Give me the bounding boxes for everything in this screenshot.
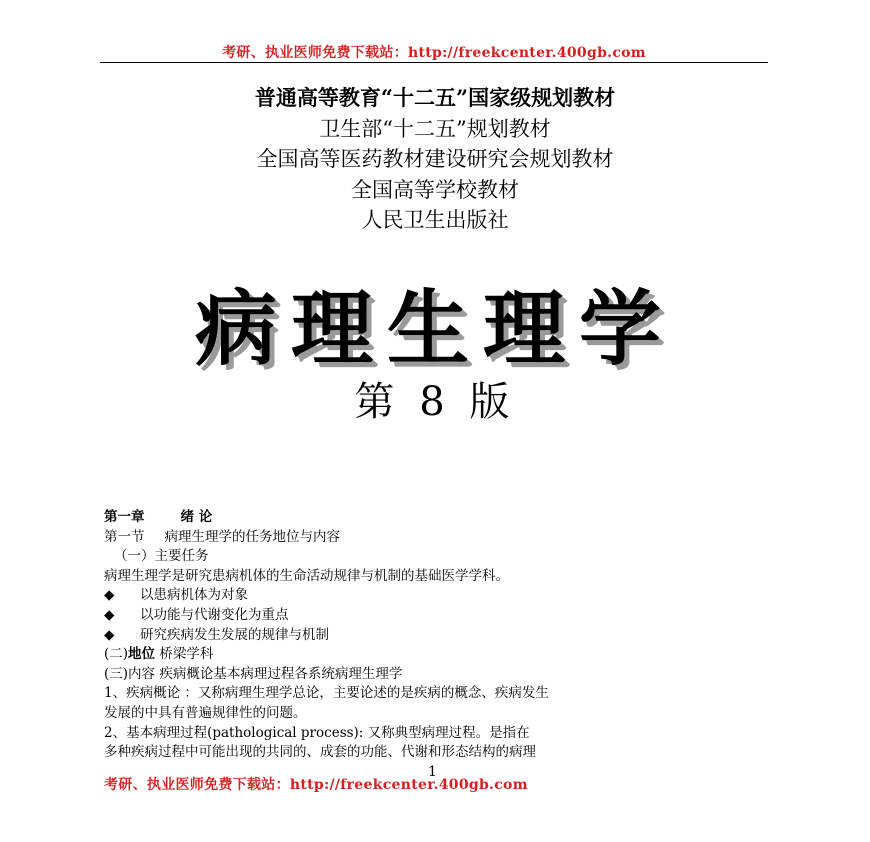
header-bar (100, 36, 768, 63)
chapter-heading: 第一章 绪 论 (104, 509, 213, 525)
document-body (104, 508, 772, 763)
series-line-3: 全国高等医药教材建设研究会规划教材 (256, 147, 614, 171)
list-item: ◆ 以功能与代谢变化为重点 (104, 606, 772, 626)
subheading-3: (三)内容 疾病概论基本病理过程各系统病理生理学 (104, 665, 403, 682)
publisher: 人民卫生出版社 (361, 208, 509, 232)
book-title: 病理生理学 (194, 282, 675, 377)
list-item: ◆ 以患病机体为对象 (104, 586, 772, 606)
paragraph-1-line-2: 发展的中具有普遍规律性的问题。 (104, 704, 307, 721)
definition-text: 病理生理学是研究患病机体的生命活动规律与机制的基础医学学科。 (104, 567, 509, 584)
series-line-1: 普通高等教育“十二五”国家级规划教材 (254, 85, 616, 110)
subheading-1: （一）主要任务 (114, 548, 209, 565)
paragraph-2-line-1: 2、基本病理过程(pathological process): 又称典型病理过程。是指在 (104, 724, 530, 741)
header-download-link[interactable]: 考研、执业医师免费下载站：http://freekcenter.400gb.com (222, 45, 646, 61)
edition: 第 8 版 (354, 379, 516, 425)
diamond-bullet-icon: ◆ (104, 587, 115, 604)
section-heading: 第一节 病理生理学的任务地位与内容 (104, 528, 340, 545)
paragraph-1-line-1: 1、疾病概论 ：又称病理生理学总论，主要论述的是疾病的概念、疾病发生 (104, 685, 549, 702)
footer-download-link[interactable]: 考研、执业医师免费下载站：http://freekcenter.400gb.com (104, 777, 528, 793)
series-line-2: 卫生部“十二五”规划教材 (319, 117, 551, 141)
series-line-4: 全国高等学校教材 (351, 178, 519, 202)
diamond-bullet-icon: ◆ (104, 606, 115, 623)
page-number: 1 (428, 764, 437, 780)
paragraph-2-line-2: 多种疾病过程中可能出现的共同的、成套的功能、代谢和形态结构的病理 (104, 744, 536, 761)
subheading-2: (二)地位 桥梁学科 (104, 646, 214, 663)
list-item: ◆ 研究疾病发生发展的规律与机制 (104, 626, 772, 646)
diamond-bullet-icon: ◆ (104, 626, 115, 643)
